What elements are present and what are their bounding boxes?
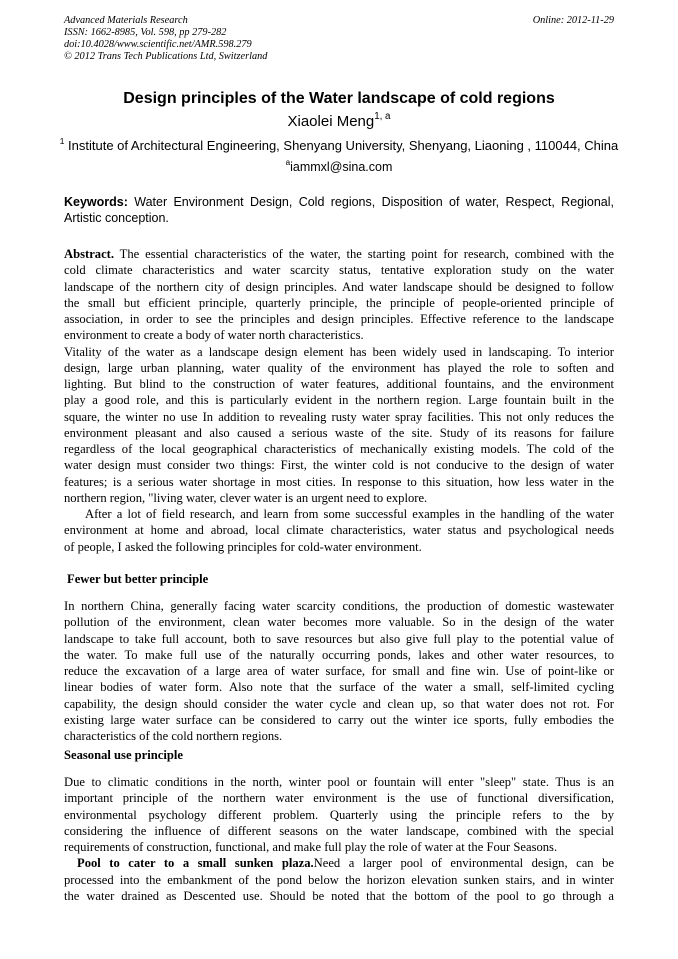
email-sup: a (285, 158, 291, 167)
text-line: features; is a serious water shortage in most cities. In response to this situation, how less water in the (64, 474, 614, 489)
text-line: the water drained as Descented use. Should be noted that the bottom of the pool to go through a (64, 888, 614, 903)
text-line: important principle of the northern water environment is the use of functional diversification, (64, 791, 614, 806)
run-in-label: Pool to cater to a small sunken plaza. (77, 856, 314, 871)
section-seasonal-body (64, 774, 614, 904)
text-line: design, large urban planning, water quality of the environment has played the role to soften and (64, 360, 614, 375)
text-line: Due to climatic conditions in the north, winter pool or fountain will enter "sleep" state. Thus is an (64, 775, 614, 789)
text-line: landscape to take full account, both to save resources but also give full play to the potential value of (64, 631, 614, 646)
keywords-line: Artistic conception. (64, 211, 169, 226)
journal-name: Advanced Materials Research (64, 15, 188, 26)
text-line: linear bodies of water form. Also note that the surface of the water a small, self-limited cycling (64, 680, 614, 695)
text-line: environmental psychology different problem. Quarterly using the principle refers to the by (64, 807, 614, 822)
intro-paragraph-1 (64, 344, 614, 507)
text-line: environment to create a body of water north characteristics. (64, 328, 364, 343)
text-line: After a lot of field research, and learn from some successful examples in the handling of the water (85, 507, 614, 521)
email (0, 160, 678, 174)
affiliation (0, 138, 678, 153)
affiliation-text: Institute of Architectural Engineering, Shenyang University, Shenyang, Liaoning , 110044, China (64, 138, 619, 153)
text-line: northern region, "living water, clever water is an urgent need to explore. (64, 490, 428, 505)
keywords (64, 194, 614, 227)
text-line: requirements of construction, functional, and make full play the role of water at the Four Seasons. (64, 840, 558, 854)
text-line (64, 246, 614, 262)
text-line: Vitality of the water as a landscape design element has been widely used in landscaping. To interior (64, 344, 614, 359)
online-date: Online: 2012-11-29 (532, 15, 614, 26)
text-line: the small but efficient principle, quarterly principle, the principle of people-oriented principle of (64, 295, 614, 310)
affiliation-sup: 1 (59, 136, 65, 146)
text-line: considering the influence of different seasons on the water landscape, combined with the special (64, 823, 614, 838)
text-line: environment pleasant and also caused a serious waste of the site. Study of its reasons for failure (64, 425, 614, 440)
paper-title: Design principles of the Water landscape of cold regions (123, 90, 555, 107)
author-sup: 1, a (374, 111, 391, 122)
text-line: lighting. But blind to the construction of water features, additional fountains, and the environment (64, 377, 614, 391)
text-line: processed into the embankment of the pond below the horizon elevation sunken stairs, and in winter (64, 872, 614, 887)
text-line: reduce the excavation of a large area of water surface, for small and fine win. Use of point-like or (64, 664, 614, 678)
text-line: the water. To make full use of the naturally occurring ponds, lakes and other water resources, to (64, 647, 614, 662)
section-heading-fewer: Fewer but better principle (67, 572, 209, 586)
text-line: water design must consider two things: First, the winter cold is not conducive to the design of water (64, 458, 614, 473)
text-line: square, the winter no use In addition to revealing rusty water spray facilities. This not only reduces the (64, 409, 614, 424)
text-line: cold climate characteristics and water scarcity status, tentative exploration study on the water (64, 263, 614, 278)
author-name: Xiaolei Meng (287, 113, 375, 130)
intro-paragraph-2 (64, 506, 614, 555)
keywords-line (64, 194, 614, 210)
text-line: association, in order to see the principles and design principles. Effective reference to the landscape (64, 312, 614, 326)
keywords-text: Water Environment Design, Cold regions, Disposition of water, Respect, Regional, (127, 195, 614, 209)
pool-paragraph (64, 855, 614, 904)
seasonal-paragraph (64, 774, 614, 855)
line-text: The essential characteristics of the water, the starting point for research, combined with the (114, 247, 614, 261)
author (0, 113, 678, 130)
copyright: © 2012 Trans Tech Publications Ltd, Switzerland (64, 51, 268, 62)
doi: doi:10.4028/www.scientific.net/AMR.598.279 (64, 39, 252, 50)
journal-info (64, 15, 267, 63)
text-line: existing large water surface can be considered to carry out the winter ice sports, fully embodies the (64, 712, 614, 727)
email-text: iammxl@sina.com (290, 160, 393, 174)
text-line: capability, the design should consider the water cycle and clean up, so that water does not rot. For (64, 696, 614, 711)
run-in-label: Abstract. (64, 247, 115, 261)
abstract (64, 246, 614, 344)
keywords-label: Keywords: (64, 195, 128, 209)
section-fewer-body (64, 598, 614, 744)
issn: ISSN: 1662-8985, Vol. 598, pp 279-282 (64, 27, 227, 38)
text-line: of people, I asked the following principles for cold-water environment. (64, 539, 422, 554)
section-heading-seasonal: Seasonal use principle (64, 748, 183, 762)
text-line: environment at home and abroad, local climate characteristics, water status and psychological needs (64, 523, 614, 538)
abstract-and-intro (64, 246, 614, 555)
line-text: Need a larger pool of environmental design, can be (313, 856, 614, 871)
text-line: In northern China, generally facing water scarcity conditions, the production of domestic wastewater (64, 599, 614, 613)
text-line: play a good role, and this is particularly evident in the northern region. Large fountain built in the (64, 393, 614, 408)
text-line (64, 855, 614, 871)
text-line: regardless of the local geographical characteristics of mechanically existing models. The cold of the (64, 442, 614, 456)
text-line: landscape of the northern city of design principles. And water landscape should be designed to follow (64, 279, 614, 294)
text-line: characteristics of the cold northern regions. (64, 729, 283, 743)
text-line: pollution of the environment, clean water becomes more valuable. So in the design of the water (64, 615, 614, 630)
